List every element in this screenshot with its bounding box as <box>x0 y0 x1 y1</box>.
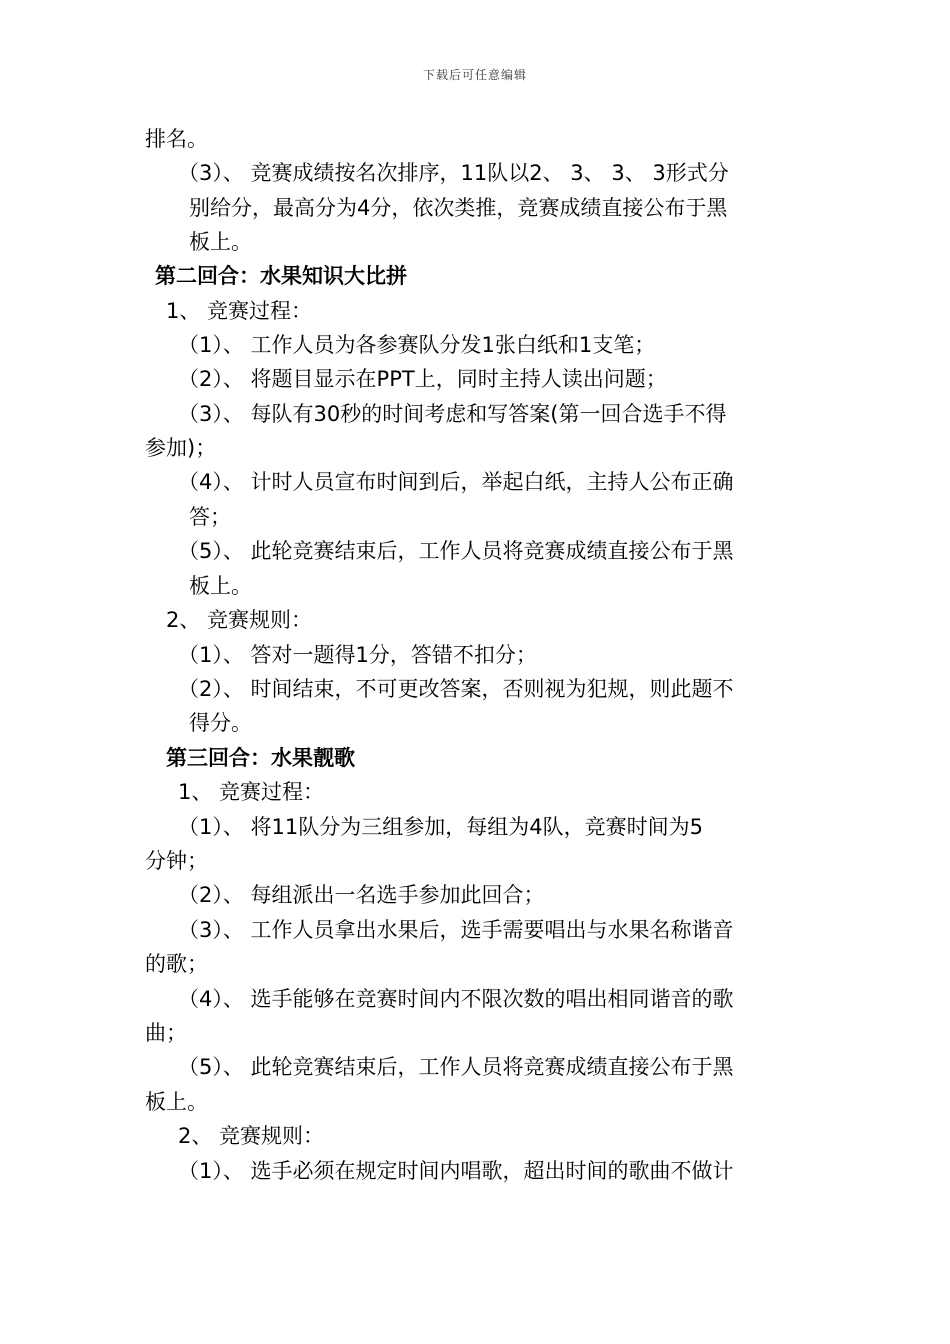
subheading: 1、 竞赛过程： <box>166 299 313 323</box>
text-line: （2）、 每组派出一名选手参加此回合； <box>178 883 545 907</box>
text-line: 排名。 <box>145 127 208 151</box>
text-line: （3）、 竞赛成绩按名次排序，11队以2、 3、 3、 3形式分 <box>178 161 729 185</box>
subheading: 1、 竞赛过程： <box>178 780 325 804</box>
text-line: 板上。 <box>189 574 252 598</box>
text-line: （1）、 选手必须在规定时间内唱歌，超出时间的歌曲不做计 <box>178 1159 734 1183</box>
text-line: 分钟； <box>145 849 208 873</box>
text-line: （1）、 将11队分为三组参加，每组为4队，竞赛时间为5 <box>178 815 703 839</box>
text-line: （1）、 工作人员为各参赛队分发1张白纸和1支笔； <box>178 333 656 357</box>
text-line: 别给分，最高分为4分，依次类推，竞赛成绩直接公布于黑 <box>189 196 728 220</box>
text-line: （2）、 将题目显示在PPT上，同时主持人读出问题； <box>178 367 667 391</box>
text-line: 答； <box>189 505 231 529</box>
text-line: （5）、 此轮竞赛结束后，工作人员将竞赛成绩直接公布于黑 <box>178 539 734 563</box>
subheading: 2、 竞赛规则： <box>166 608 313 632</box>
text-line: （5）、 此轮竞赛结束后，工作人员将竞赛成绩直接公布于黑 <box>178 1055 734 1079</box>
text-line: （2）、 时间结束，不可更改答案，否则视为犯规，则此题不 <box>178 677 734 701</box>
section-heading: 第三回合：水果靓歌 <box>166 746 355 770</box>
page-header: 下载后可任意编辑 <box>422 68 527 82</box>
subheading: 2、 竞赛规则： <box>178 1124 325 1148</box>
text-line: （4）、 计时人员宣布时间到后，举起白纸，主持人公布正确 <box>178 470 734 494</box>
text-line: 板上。 <box>145 1090 208 1114</box>
text-line: （3）、 工作人员拿出水果后，选手需要唱出与水果名称谐音 <box>178 918 734 942</box>
text-line: 曲； <box>145 1021 187 1045</box>
text-line: （3）、 每队有30秒的时间考虑和写答案(第一回合选手不得 <box>178 402 727 426</box>
text-line: 的歌； <box>145 952 208 976</box>
text-line: 参加)； <box>145 436 217 460</box>
text-line: （1）、 答对一题得1分，答错不扣分； <box>178 643 537 667</box>
text-line: 板上。 <box>189 230 252 254</box>
text-line: 得分。 <box>189 711 252 735</box>
text-line: （4）、 选手能够在竞赛时间内不限次数的唱出相同谐音的歌 <box>178 987 734 1011</box>
section-heading: 第二回合：水果知识大比拼 <box>155 264 407 288</box>
